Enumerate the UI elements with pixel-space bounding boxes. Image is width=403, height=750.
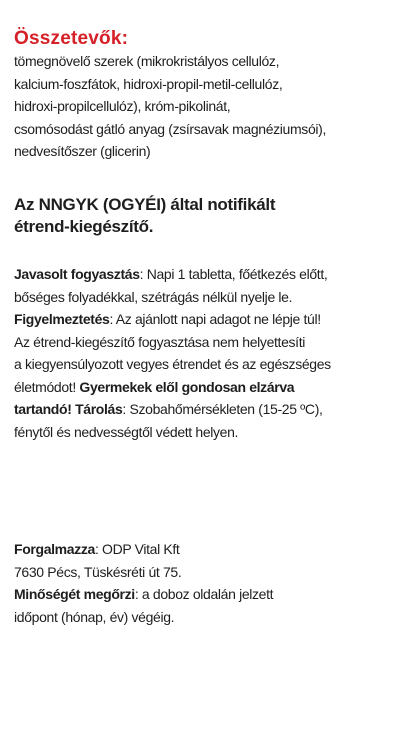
distributor-info [14,538,394,628]
ingredients-heading: Összetevők: [14,28,129,49]
best-before-line-2: időpont (hónap, év) végéig. [14,608,175,625]
ingredients-line: hidroxi-propilcellulóz), króm-pikolinát, [14,98,231,114]
distributor-name: : ODP Vital Kft [94,541,180,557]
warning-text: : Az ajánlott napi adagot ne lépje túl! [109,311,321,327]
storage-line-1 [14,398,394,421]
dosage-text: : Napi 1 tabletta, főétkezés előtt, [139,266,328,282]
ingredients-line: tömegnövelő szerek (mikrokristályos cellulóz, [14,53,280,69]
usage-instructions [14,263,394,443]
dosage-label: Javasolt fogyasztás [14,266,140,282]
warning-label: Figyelmeztetés [14,311,110,327]
storage-line-2: fénytől és nedvességtől védett helyen. [14,423,239,440]
distributor-address: 7630 Pécs, Tüskésréti út 75. [14,563,182,580]
warning-line-3: a kiegyensúlyozott vegyes étrendet és az egészséges [14,356,331,372]
best-before-text: : a doboz oldalán jelzett [134,586,274,602]
storage-text: : Szobahőmérsékleten (15-25 ºC), [122,401,323,417]
ingredients-line: csomósodást gátló anyag (zsírsavak magnéziumsói), [14,120,326,137]
best-before-label: Minőségét megőrzi [14,586,135,602]
warning-line-1 [14,308,394,331]
children-warning-end: tartandó! [14,401,72,417]
notification-notice [14,194,314,238]
ingredients-line: nedvesítőszer (glicerin) [14,143,151,159]
dosage-line-2: bőséges folyadékkal, szétrágás nélkül nyelje le. [14,288,293,305]
children-warning: Gyermekek elől gondosan elzárva [79,378,295,395]
warning-line-2: Az étrend-kiegészítő fogyasztása nem helyettesíti [14,333,306,350]
distributor-label: Forgalmazza [14,541,95,557]
notice-line-1: Az NNGYK (OGYÉI) által notifikált [14,195,276,214]
label-panel [14,28,394,625]
ingredients-line: kalcium-foszfátok, hidroxi-propil-metil-cellulóz, [14,75,283,92]
ingredients-list [14,50,394,163]
best-before-line [14,583,394,606]
warning-line-4 [14,376,394,399]
notice-line-2: étrend-kiegészítő. [14,217,154,236]
warning-text-end: életmódot! [14,378,80,395]
distributor-line [14,538,394,561]
storage-label: Tárolás [75,401,123,417]
dosage-line-1 [14,263,394,286]
